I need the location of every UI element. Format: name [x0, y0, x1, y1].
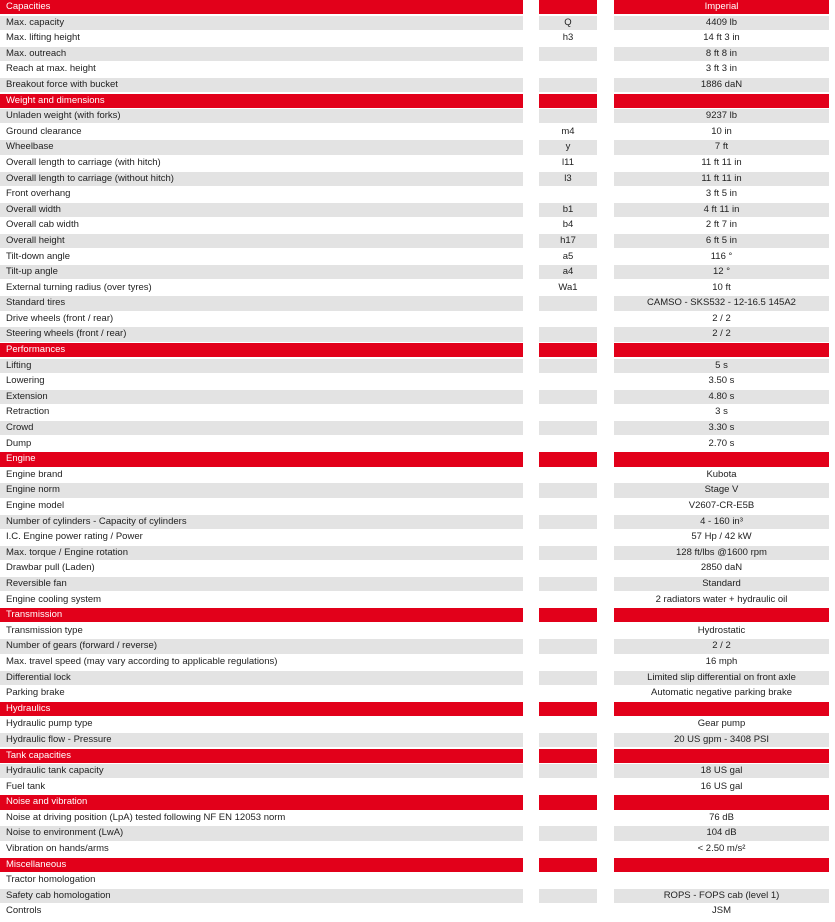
table-row	[0, 374, 835, 390]
row-symbol	[539, 405, 597, 419]
row-value: Standard	[614, 577, 829, 591]
row-symbol	[539, 421, 597, 435]
row-value: 6 ft 5 in	[614, 234, 829, 248]
section-header-value-cell	[614, 608, 829, 622]
row-label: Extension	[0, 390, 523, 404]
table-row	[0, 904, 835, 920]
row-value: 4409 lb	[614, 16, 829, 30]
section-header-value-cell	[614, 749, 829, 763]
row-value: 1886 daN	[614, 78, 829, 92]
table-row	[0, 16, 835, 32]
row-value: 10 in	[614, 125, 829, 139]
row-value: 104 dB	[614, 826, 829, 840]
row-symbol	[539, 359, 597, 373]
row-symbol: Q	[539, 16, 597, 30]
row-symbol	[539, 686, 597, 700]
row-symbol	[539, 561, 597, 575]
table-row	[0, 546, 835, 562]
row-value: 5 s	[614, 359, 829, 373]
row-label: Max. outreach	[0, 47, 523, 61]
row-value: V2607-CR-E5B	[614, 499, 829, 513]
row-value: ROPS - FOPS cab (level 1)	[614, 889, 829, 903]
table-row	[0, 561, 835, 577]
row-label: Reach at max. height	[0, 62, 523, 76]
row-symbol	[539, 296, 597, 310]
row-symbol	[539, 374, 597, 388]
row-label: Number of gears (forward / reverse)	[0, 639, 523, 653]
row-value: 76 dB	[614, 811, 829, 825]
row-label: Vibration on hands/arms	[0, 842, 523, 856]
row-value	[614, 873, 829, 887]
row-label: Engine model	[0, 499, 523, 513]
row-value: Automatic negative parking brake	[614, 686, 829, 700]
section-header-value-cell	[614, 94, 829, 108]
table-row	[0, 873, 835, 889]
row-label: Transmission type	[0, 624, 523, 638]
section-title: Hydraulics	[0, 702, 523, 716]
value-column-header: Imperial	[614, 0, 829, 14]
row-value: CAMSO - SKS532 - 12-16.5 145A2	[614, 296, 829, 310]
row-label: Lowering	[0, 374, 523, 388]
section-title: Tank capacities	[0, 749, 523, 763]
row-label: Overall cab width	[0, 218, 523, 232]
row-symbol: b1	[539, 203, 597, 217]
row-symbol	[539, 639, 597, 653]
row-symbol	[539, 468, 597, 482]
section-header-symbol-cell	[539, 795, 597, 809]
row-symbol: l11	[539, 156, 597, 170]
row-label: Tilt-down angle	[0, 250, 523, 264]
row-label: Tilt-up angle	[0, 265, 523, 279]
row-symbol	[539, 842, 597, 856]
row-label: Safety cab homologation	[0, 889, 523, 903]
section-header-value-cell	[614, 343, 829, 357]
row-value: 2.70 s	[614, 437, 829, 451]
row-value: 2 / 2	[614, 327, 829, 341]
section-header-value-cell	[614, 795, 829, 809]
row-label: Dump	[0, 437, 523, 451]
table-row	[0, 780, 835, 796]
section-header	[0, 608, 835, 624]
row-symbol	[539, 515, 597, 529]
row-symbol	[539, 390, 597, 404]
row-value: 2850 daN	[614, 561, 829, 575]
row-label: Overall length to carriage (without hitch)	[0, 172, 523, 186]
row-label: Overall width	[0, 203, 523, 217]
table-row	[0, 515, 835, 531]
section-header-symbol-cell	[539, 452, 597, 466]
table-row	[0, 811, 835, 827]
table-row	[0, 639, 835, 655]
row-value: 57 Hp / 42 kW	[614, 530, 829, 544]
row-symbol	[539, 62, 597, 76]
table-row	[0, 530, 835, 546]
section-title: Weight and dimensions	[0, 94, 523, 108]
row-label: Max. capacity	[0, 16, 523, 30]
table-row	[0, 327, 835, 343]
row-symbol: h3	[539, 31, 597, 45]
table-row	[0, 296, 835, 312]
table-row	[0, 109, 835, 125]
row-value: 3 ft 5 in	[614, 187, 829, 201]
row-label: Overall length to carriage (with hitch)	[0, 156, 523, 170]
row-label: I.C. Engine power rating / Power	[0, 530, 523, 544]
row-value: 3.50 s	[614, 374, 829, 388]
row-label: Hydraulic flow - Pressure	[0, 733, 523, 747]
table-row	[0, 624, 835, 640]
section-header	[0, 702, 835, 718]
table-row	[0, 172, 835, 188]
row-symbol	[539, 47, 597, 61]
row-symbol	[539, 327, 597, 341]
row-value: 14 ft 3 in	[614, 31, 829, 45]
table-row	[0, 826, 835, 842]
row-label: Max. torque / Engine rotation	[0, 546, 523, 560]
table-row	[0, 390, 835, 406]
table-row	[0, 359, 835, 375]
row-symbol	[539, 717, 597, 731]
table-row	[0, 234, 835, 250]
row-symbol	[539, 593, 597, 607]
row-symbol: l3	[539, 172, 597, 186]
row-value: 4 ft 11 in	[614, 203, 829, 217]
table-row	[0, 405, 835, 421]
row-value: Limited slip differential on front axle	[614, 671, 829, 685]
row-symbol	[539, 780, 597, 794]
row-symbol	[539, 733, 597, 747]
section-title: Capacities	[0, 0, 523, 14]
row-label: External turning radius (over tyres)	[0, 281, 523, 295]
row-symbol	[539, 437, 597, 451]
section-title: Noise and vibration	[0, 795, 523, 809]
row-label: Tractor homologation	[0, 873, 523, 887]
row-value: Stage V	[614, 483, 829, 497]
section-header-symbol-cell	[539, 702, 597, 716]
table-row	[0, 842, 835, 858]
row-label: Controls	[0, 904, 523, 918]
section-header	[0, 858, 835, 874]
row-label: Breakout force with bucket	[0, 78, 523, 92]
row-value: Gear pump	[614, 717, 829, 731]
section-header	[0, 343, 835, 359]
row-symbol	[539, 109, 597, 123]
table-row	[0, 671, 835, 687]
table-row	[0, 577, 835, 593]
row-symbol: b4	[539, 218, 597, 232]
section-title: Engine	[0, 452, 523, 466]
section-header	[0, 0, 835, 16]
row-symbol	[539, 577, 597, 591]
table-row	[0, 499, 835, 515]
row-value: 7 ft	[614, 140, 829, 154]
row-value: 8 ft 8 in	[614, 47, 829, 61]
section-header	[0, 749, 835, 765]
row-label: Reversible fan	[0, 577, 523, 591]
row-value: < 2.50 m/s²	[614, 842, 829, 856]
table-row	[0, 218, 835, 234]
row-symbol	[539, 811, 597, 825]
table-row	[0, 31, 835, 47]
row-symbol	[539, 655, 597, 669]
row-symbol	[539, 624, 597, 638]
row-symbol	[539, 187, 597, 201]
row-value: Kubota	[614, 468, 829, 482]
row-label: Max. travel speed (may vary according to applicable regulations)	[0, 655, 523, 669]
section-header-symbol-cell	[539, 749, 597, 763]
row-label: Overall height	[0, 234, 523, 248]
row-label: Noise to environment (LwA)	[0, 826, 523, 840]
row-value: 3 ft 3 in	[614, 62, 829, 76]
row-value: 3.30 s	[614, 421, 829, 435]
row-value: 128 ft/lbs @1600 rpm	[614, 546, 829, 560]
row-value: 2 ft 7 in	[614, 218, 829, 232]
row-label: Drawbar pull (Laden)	[0, 561, 523, 575]
table-row	[0, 47, 835, 63]
table-row	[0, 62, 835, 78]
row-label: Wheelbase	[0, 140, 523, 154]
row-label: Steering wheels (front / rear)	[0, 327, 523, 341]
row-symbol	[539, 764, 597, 778]
table-row	[0, 281, 835, 297]
row-label: Hydraulic tank capacity	[0, 764, 523, 778]
row-symbol	[539, 546, 597, 560]
row-symbol	[539, 530, 597, 544]
section-header-symbol-cell	[539, 343, 597, 357]
table-row	[0, 156, 835, 172]
table-row	[0, 125, 835, 141]
row-symbol: h17	[539, 234, 597, 248]
row-label: Differential lock	[0, 671, 523, 685]
row-label: Hydraulic pump type	[0, 717, 523, 731]
section-header-value-cell	[614, 702, 829, 716]
table-row	[0, 468, 835, 484]
row-value: 16 mph	[614, 655, 829, 669]
row-label: Standard tires	[0, 296, 523, 310]
row-symbol	[539, 312, 597, 326]
section-header	[0, 795, 835, 811]
section-header	[0, 452, 835, 468]
row-label: Retraction	[0, 405, 523, 419]
table-row	[0, 78, 835, 94]
table-row	[0, 889, 835, 905]
row-value: 16 US gal	[614, 780, 829, 794]
row-value: 2 radiators water + hydraulic oil	[614, 593, 829, 607]
row-symbol: Wa1	[539, 281, 597, 295]
row-label: Engine cooling system	[0, 593, 523, 607]
row-label: Ground clearance	[0, 125, 523, 139]
row-label: Front overhang	[0, 187, 523, 201]
section-title: Performances	[0, 343, 523, 357]
row-label: Crowd	[0, 421, 523, 435]
table-row	[0, 686, 835, 702]
row-value: Hydrostatic	[614, 624, 829, 638]
row-value: 20 US gpm - 3408 PSI	[614, 733, 829, 747]
table-row	[0, 312, 835, 328]
row-symbol	[539, 499, 597, 513]
row-label: Number of cylinders - Capacity of cylinders	[0, 515, 523, 529]
section-header-symbol-cell	[539, 858, 597, 872]
section-header	[0, 94, 835, 110]
table-row	[0, 421, 835, 437]
row-symbol: a4	[539, 265, 597, 279]
row-symbol: m4	[539, 125, 597, 139]
table-row	[0, 187, 835, 203]
row-label: Drive wheels (front / rear)	[0, 312, 523, 326]
row-symbol	[539, 78, 597, 92]
row-label: Engine norm	[0, 483, 523, 497]
row-value: 11 ft 11 in	[614, 156, 829, 170]
row-label: Max. lifting height	[0, 31, 523, 45]
table-row	[0, 265, 835, 281]
row-value: 116 °	[614, 250, 829, 264]
row-value: 2 / 2	[614, 312, 829, 326]
table-row	[0, 140, 835, 156]
row-label: Engine brand	[0, 468, 523, 482]
row-value: 18 US gal	[614, 764, 829, 778]
row-symbol	[539, 483, 597, 497]
row-label: Noise at driving position (LpA) tested following NF EN 12053 norm	[0, 811, 523, 825]
section-header-symbol-cell	[539, 94, 597, 108]
row-label: Parking brake	[0, 686, 523, 700]
row-value: 2 / 2	[614, 639, 829, 653]
row-value: 12 °	[614, 265, 829, 279]
row-value: 11 ft 11 in	[614, 172, 829, 186]
section-header-symbol-cell	[539, 0, 597, 14]
row-value: 10 ft	[614, 281, 829, 295]
row-label: Unladen weight (with forks)	[0, 109, 523, 123]
row-symbol	[539, 904, 597, 918]
row-label: Fuel tank	[0, 780, 523, 794]
row-value: 9237 lb	[614, 109, 829, 123]
row-symbol	[539, 873, 597, 887]
row-symbol	[539, 889, 597, 903]
section-title: Miscellaneous	[0, 858, 523, 872]
table-row	[0, 250, 835, 266]
table-row	[0, 483, 835, 499]
section-header-value-cell	[614, 858, 829, 872]
table-row	[0, 764, 835, 780]
table-row	[0, 203, 835, 219]
row-symbol	[539, 671, 597, 685]
section-header-value-cell	[614, 452, 829, 466]
row-value: 3 s	[614, 405, 829, 419]
row-symbol: a5	[539, 250, 597, 264]
table-row	[0, 655, 835, 671]
table-row	[0, 733, 835, 749]
section-header-symbol-cell	[539, 608, 597, 622]
table-row	[0, 437, 835, 453]
section-title: Transmission	[0, 608, 523, 622]
row-label: Lifting	[0, 359, 523, 373]
row-value: 4.80 s	[614, 390, 829, 404]
row-value: 4 - 160 in³	[614, 515, 829, 529]
row-value: JSM	[614, 904, 829, 918]
table-row	[0, 593, 835, 609]
row-symbol	[539, 826, 597, 840]
row-symbol: y	[539, 140, 597, 154]
table-row	[0, 717, 835, 733]
